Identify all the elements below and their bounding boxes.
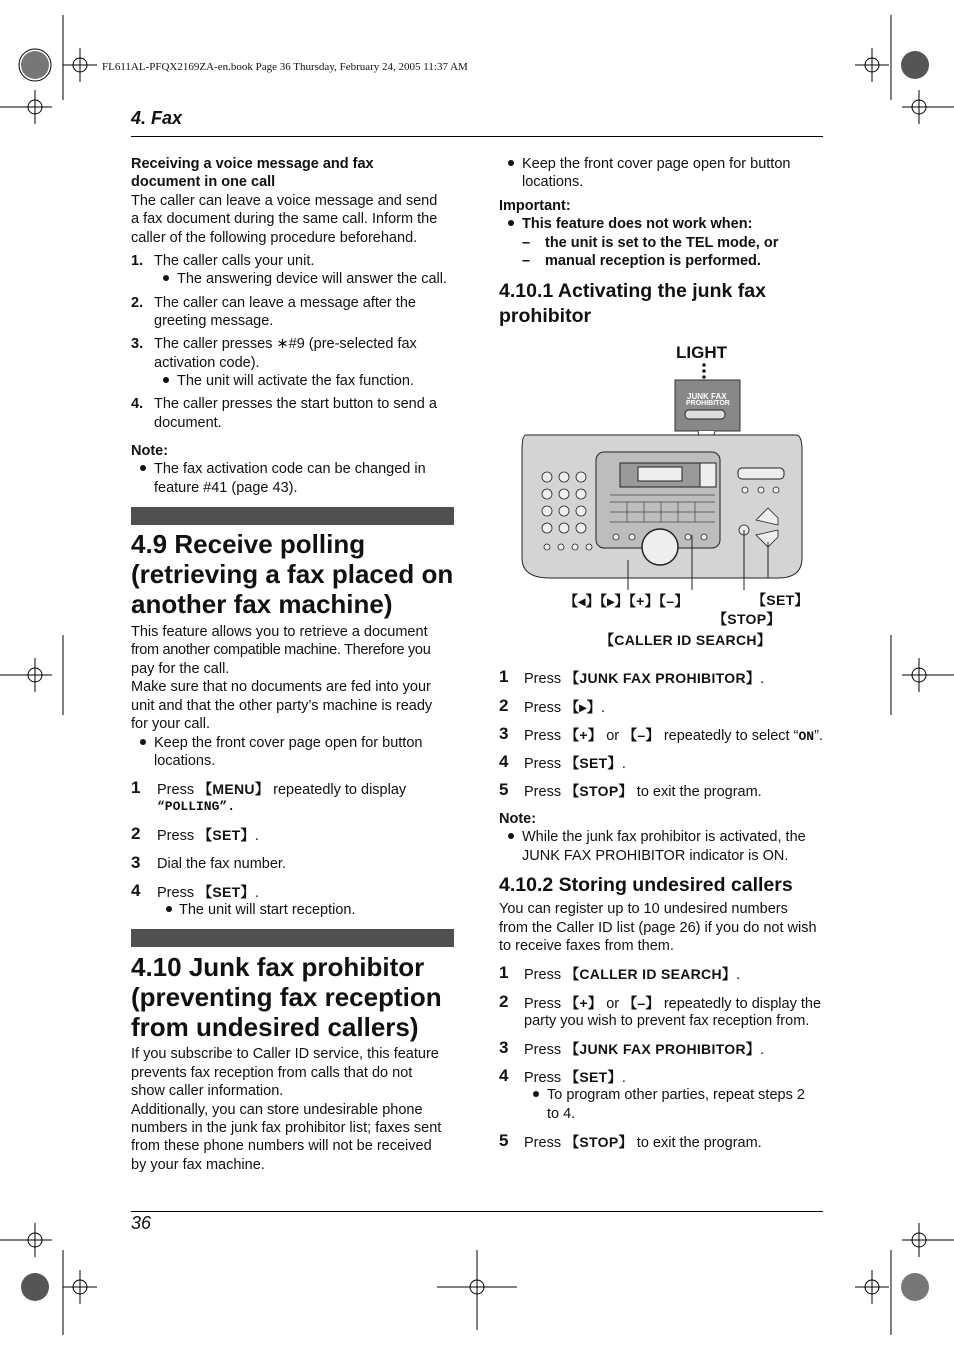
p49-1: This feature allows you to retrieve a document (131, 624, 428, 640)
junk-step-5: Press 【STOP】 to exit the program. (524, 783, 762, 800)
heading-4-10-line2: (preventing fax reception (131, 982, 442, 1012)
junk-step-2: Press 【▸】. (524, 699, 606, 716)
store-step-4-bullet-2: to 4. (547, 1106, 576, 1122)
p49-5: unit and that the other party’s machine is ready (131, 698, 433, 714)
p410-5: numbers in the junk fax prohibitor list; faxes sent (131, 1120, 442, 1136)
voice-intro-3: caller of the following procedure beforehand. (131, 230, 418, 246)
p410-4: Additionally, you can store undesirable phone (131, 1102, 423, 1118)
store-step-4: Press 【SET】. (524, 1069, 626, 1086)
voice-title-2: document in one call (131, 174, 276, 190)
p410-7: by your fax machine. (131, 1157, 265, 1173)
p410-1: If you subscribe to Caller ID service, this feature (131, 1046, 439, 1062)
junk-step-3: Press 【+】 or 【–】 repeatedly to select “ON”. (524, 727, 823, 744)
heading-4-9-line3: another fax machine) (131, 589, 393, 619)
step-num-3: 3 (499, 1038, 509, 1057)
voice-step-num-4: 4. (131, 396, 144, 412)
bullet-icon (140, 739, 146, 745)
bullet-icon (533, 1091, 539, 1097)
voice-title-1: Receiving a voice message and fax (131, 156, 374, 172)
junk-step-1: Press 【JUNK FAX PROHIBITOR】. (524, 670, 765, 687)
footer-rule (131, 1211, 823, 1212)
diagram-set-label: 【SET】 (752, 592, 809, 608)
store-step-2: Press 【+】 or 【–】 repeatedly to display the (524, 995, 822, 1012)
section-header: 4. Fax (131, 108, 183, 128)
heading-4-10-2: 4.10.2 Storing undesired callers (499, 874, 793, 896)
print-header: FL611AL-PFQX2169ZA-en.book Page 36 Thursday, February 24, 2005 11:37 AM (102, 61, 468, 73)
heading-4-10-line3: from undesired callers) (131, 1012, 419, 1042)
store-step-1: Press 【CALLER ID SEARCH】. (524, 966, 741, 983)
step-num-2: 2 (499, 992, 509, 1011)
important-label: Important: (499, 198, 571, 214)
step-num-2: 2 (499, 696, 509, 715)
p4102-1: You can register up to 10 undesired numbers (499, 901, 788, 917)
voice-step-3b: activation code). (154, 355, 260, 371)
important-3: manual reception is performed. (545, 253, 761, 269)
note-1: The fax activation code can be changed in (154, 461, 426, 477)
store-step-4-bullet-1: To program other parties, repeat steps 2 (547, 1087, 805, 1103)
p49-4: Make sure that no documents are fed into your (131, 679, 431, 695)
section-bar (131, 507, 454, 525)
p410-2: prevents fax reception from calls that do not (131, 1065, 413, 1081)
bullet-icon (163, 275, 169, 281)
important-1: This feature does not work when: (522, 216, 753, 232)
step-num-5: 5 (499, 780, 509, 799)
important-2: the unit is set to the TEL mode, or (545, 235, 779, 251)
poll-step-1-lcd: “POLLING”. (157, 799, 236, 814)
diagram-light-label: LIGHT (676, 343, 727, 362)
p49-bullet-1: Keep the front cover page open for button (154, 735, 423, 751)
poll-step-4-bullet: The unit will start reception. (179, 902, 356, 918)
voice-step-num-3: 3. (131, 336, 144, 352)
step-num-1: 1 (499, 667, 509, 686)
step-num-1: 1 (131, 778, 141, 797)
heading-4-10-line1: 4.10 Junk fax prohibitor (131, 952, 425, 982)
bullet-icon (166, 906, 172, 912)
bullet-icon (508, 160, 514, 166)
voice-step-2b: greeting message. (154, 313, 274, 329)
step-num-3: 3 (131, 853, 141, 872)
voice-step-num-2: 2. (131, 295, 144, 311)
voice-step-num-1: 1. (131, 253, 144, 269)
note-2: feature #41 (page 43). (154, 480, 298, 496)
r-note-2: JUNK FAX PROHIBITOR indicator is ON. (522, 848, 789, 864)
p49-3: pay for the call. (131, 661, 230, 677)
voice-step-1: The caller calls your unit. (154, 253, 315, 269)
bullet-icon (140, 465, 146, 471)
heading-4-10-1-line1: 4.10.1 Activating the junk fax (499, 280, 766, 302)
voice-step-1-bullet: The answering device will answer the call. (177, 271, 447, 287)
store-step-5: Press 【STOP】 to exit the program. (524, 1134, 762, 1151)
r-bullet-1: Keep the front cover page open for button (522, 156, 791, 172)
note-label: Note: (131, 443, 169, 459)
poll-step-4: Press 【SET】. (157, 884, 259, 901)
heading-4-9-line2: (retrieving a fax placed on (131, 559, 454, 589)
p49-bullet-2: locations. (154, 753, 216, 769)
diagram-caller-id-label: 【CALLER ID SEARCH】 (600, 632, 772, 648)
voice-step-3c: The unit will activate the fax function. (177, 373, 414, 389)
bullet-icon (163, 377, 169, 383)
diagram-nav-keys-label: 【◂】【▸】【+】【–】 (564, 593, 689, 609)
junk-step-4: Press 【SET】. (524, 755, 626, 772)
r-note-1: While the junk fax prohibitor is activated, the (522, 829, 806, 845)
page-number: 36 (131, 1213, 152, 1233)
voice-step-4b: document. (154, 415, 222, 431)
heading-4-10-1-line2: prohibitor (499, 305, 592, 327)
p4102-2: from the Caller ID list (page 26) if you do not wish (499, 920, 817, 936)
voice-intro-1: The caller can leave a voice message and send (131, 193, 438, 209)
p49-6: for your call. (131, 716, 210, 732)
p49-2: from another compatible machine. Therefore you (131, 642, 431, 658)
store-step-2-line2: party you wish to prevent fax reception from. (524, 1013, 810, 1029)
diagram-panel-label-1: JUNK FAX (687, 392, 727, 401)
step-num-3: 3 (499, 724, 509, 743)
poll-step-2: Press 【SET】. (157, 827, 259, 844)
voice-step-2a: The caller can leave a message after the (154, 295, 416, 311)
header-rule (131, 136, 823, 137)
diagram-panel-label-2: PROHIBITOR (686, 400, 730, 407)
step-num-1: 1 (499, 963, 509, 982)
voice-step-3a: The caller presses ∗#9 (pre-selected fax (154, 336, 417, 352)
step-num-4: 4 (131, 881, 141, 900)
voice-intro-2: a fax document during the same call. Inform the (131, 211, 438, 227)
diagram-stop-label: 【STOP】 (713, 611, 781, 627)
poll-step-3: Dial the fax number. (157, 856, 286, 872)
bullet-icon (508, 220, 514, 226)
dash-2: – (522, 253, 531, 269)
heading-4-9-line1: 4.9 Receive polling (131, 529, 366, 559)
step-num-4: 4 (499, 752, 509, 771)
store-step-3: Press 【JUNK FAX PROHIBITOR】. (524, 1041, 765, 1058)
step-num-2: 2 (131, 824, 141, 843)
step-num-4: 4 (499, 1066, 509, 1085)
p410-6: from these phone numbers will not be received (131, 1138, 432, 1154)
p4102-3: to receive faxes from them. (499, 938, 674, 954)
p410-3: show caller information. (131, 1083, 284, 1099)
r-bullet-2: locations. (522, 174, 584, 190)
bullet-icon (508, 833, 514, 839)
step-num-5: 5 (499, 1131, 509, 1150)
voice-step-4a: The caller presses the start button to send a (154, 396, 437, 412)
r-note-label: Note: (499, 811, 537, 827)
section-bar (131, 929, 454, 947)
fax-machine-diagram (520, 360, 805, 590)
dash-1: – (522, 235, 531, 251)
poll-step-1: Press 【MENU】 repeatedly to display (157, 781, 407, 798)
